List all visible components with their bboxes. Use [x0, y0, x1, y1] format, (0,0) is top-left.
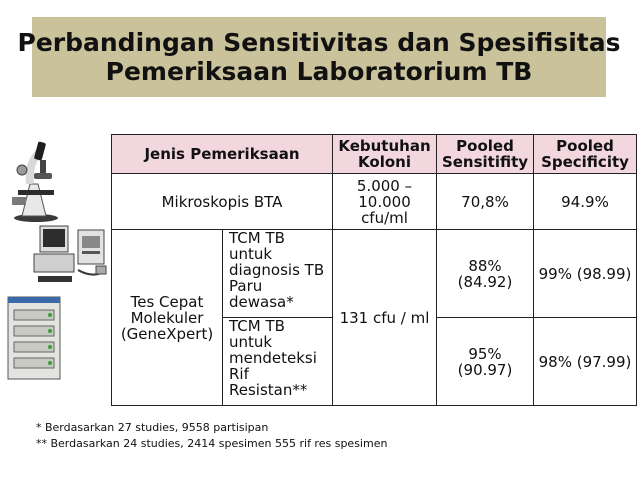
table-row — [112, 174, 637, 230]
table-header-row — [112, 135, 637, 174]
cell-tcm-diagnosis-label: TCM TB untuk diagnosis TB Paru dewasa* — [223, 230, 333, 318]
lab-computer-icon — [34, 226, 106, 282]
cell-specificity-mikroskopis: 94.9% — [534, 174, 637, 230]
cell-specificity-tcm-rif: 98% (97.99) — [534, 318, 637, 406]
header-pooled-specificity: Pooled Specificity — [534, 135, 637, 174]
title-line-1: Perbandingan Sensitivitas dan Spesifisitas — [17, 28, 621, 57]
footnote-2: ** Berdasarkan 24 studies, 2414 spesimen 555 rif res spesimen — [36, 437, 388, 450]
comparison-table — [111, 134, 637, 406]
microscope-icon — [12, 141, 58, 222]
footnote-1: * Berdasarkan 27 studies, 9558 partisipan — [36, 421, 269, 434]
cell-method-mikroskopis: Mikroskopis BTA — [112, 174, 333, 230]
header-kebutuhan-koloni: Kebutuhan Koloni — [333, 135, 437, 174]
equipment-illustrations — [0, 140, 112, 390]
genexpert-machine-icon — [8, 297, 60, 379]
cell-tcm-rif-label: TCM TB untuk mendeteksi Rif Resistan** — [223, 318, 333, 406]
table-row — [112, 230, 637, 318]
cell-colony-tcm: 131 cfu / ml — [333, 230, 437, 406]
title-line-2: Pemeriksaan Laboratorium TB — [105, 57, 533, 86]
cell-method-tcm: Tes Cepat Molekuler (GeneXpert) — [112, 230, 223, 406]
cell-sensitivity-tcm-rif: 95% (90.97) — [437, 318, 534, 406]
footnotes — [36, 420, 387, 452]
cell-sensitivity-mikroskopis: 70,8% — [437, 174, 534, 230]
cell-colony-mikroskopis: 5.000 – 10.000 cfu/ml — [333, 174, 437, 230]
header-pooled-sensitifity: Pooled Sensitifity — [437, 135, 534, 174]
cell-specificity-tcm-diagnosis: 99% (98.99) — [534, 230, 637, 318]
title-banner — [17, 17, 621, 97]
cell-sensitivity-tcm-diagnosis: 88% (84.92) — [437, 230, 534, 318]
header-jenis-pemeriksaan: Jenis Pemeriksaan — [112, 135, 333, 174]
